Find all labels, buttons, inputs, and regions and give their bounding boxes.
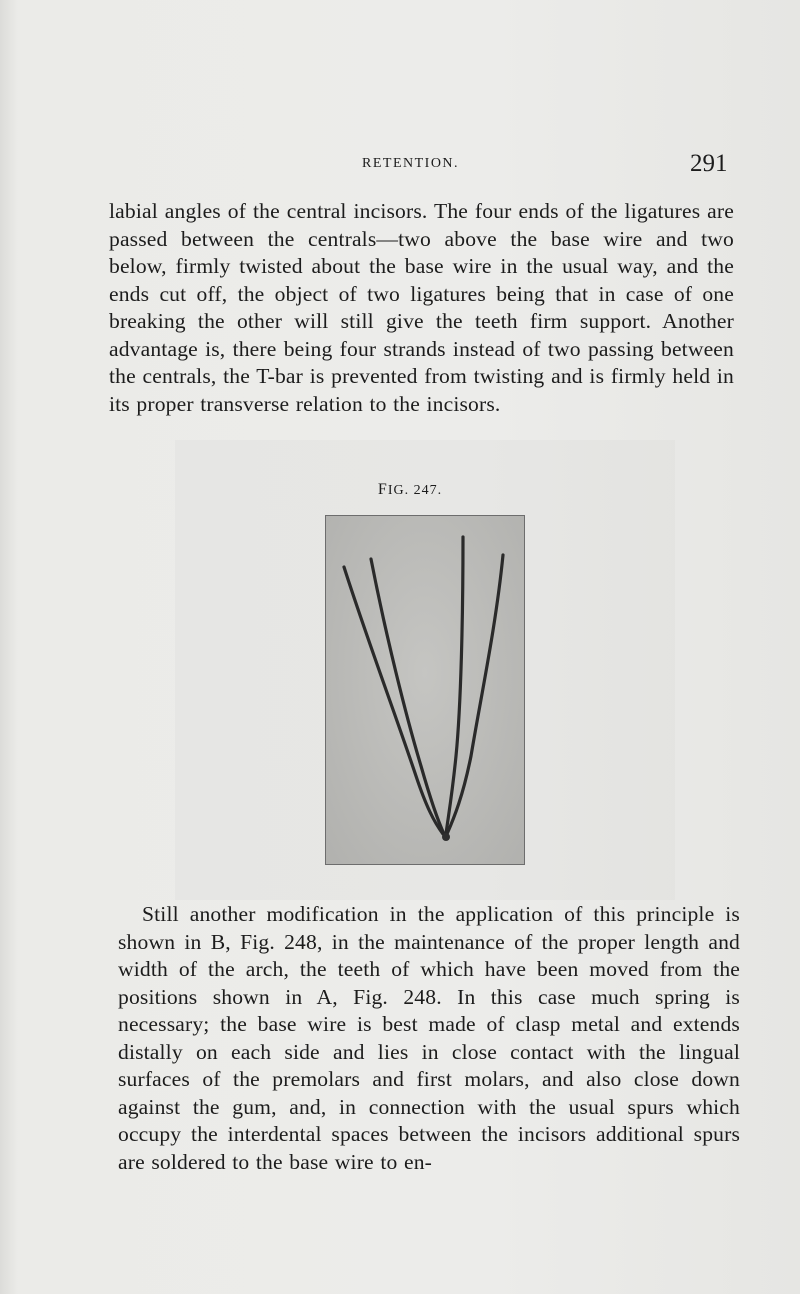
wire-strand-3 — [446, 537, 463, 834]
wire-strand-4 — [447, 555, 503, 834]
running-head — [0, 150, 800, 180]
figure-247-plate — [325, 515, 525, 865]
caption-number: . 247. — [404, 483, 443, 498]
chapter-title: RETENTION. — [362, 156, 460, 171]
caption-smallcaps: IG — [387, 483, 405, 498]
paragraph-ligatures: labial angles of the central incisors. The four ends of the ligatures are passed between the centrals—two above the base wire and two below, firmly twisted about the base wire in the usual way, and the ends cut off, the object of two ligatures being that in case of one breaking the other will still give the teeth firm support. Another advantage is, there being four strands instead of two passing between the centrals, the T-bar is prevented from twisting and is firmly held in its proper transverse relation to the incisors. — [109, 199, 734, 416]
figure-caption — [0, 481, 800, 499]
ligature-wires-illustration — [326, 516, 524, 864]
page-number: 291 — [690, 150, 728, 177]
paragraph-modification: Still another modification in the application of this principle is shown in B, Fig. 248, in the maintenance of the proper length and width of the arch, the teeth of which have been moved from the positions shown in A, Fig. 248. In this case much spring is necessary; the base wire is best made of clasp metal and extends distally on each side and lies in close contact with the lingual surfaces of the premolars and first molars, and also close down against the gum, and, in connection with the usual spurs which occupy the interdental spaces between the incisors additional spurs are soldered to the base wire to en- — [118, 902, 740, 1174]
caption-prefix: F — [377, 481, 388, 498]
wire-twist-knot — [442, 833, 450, 841]
wire-strand-2 — [371, 559, 444, 834]
